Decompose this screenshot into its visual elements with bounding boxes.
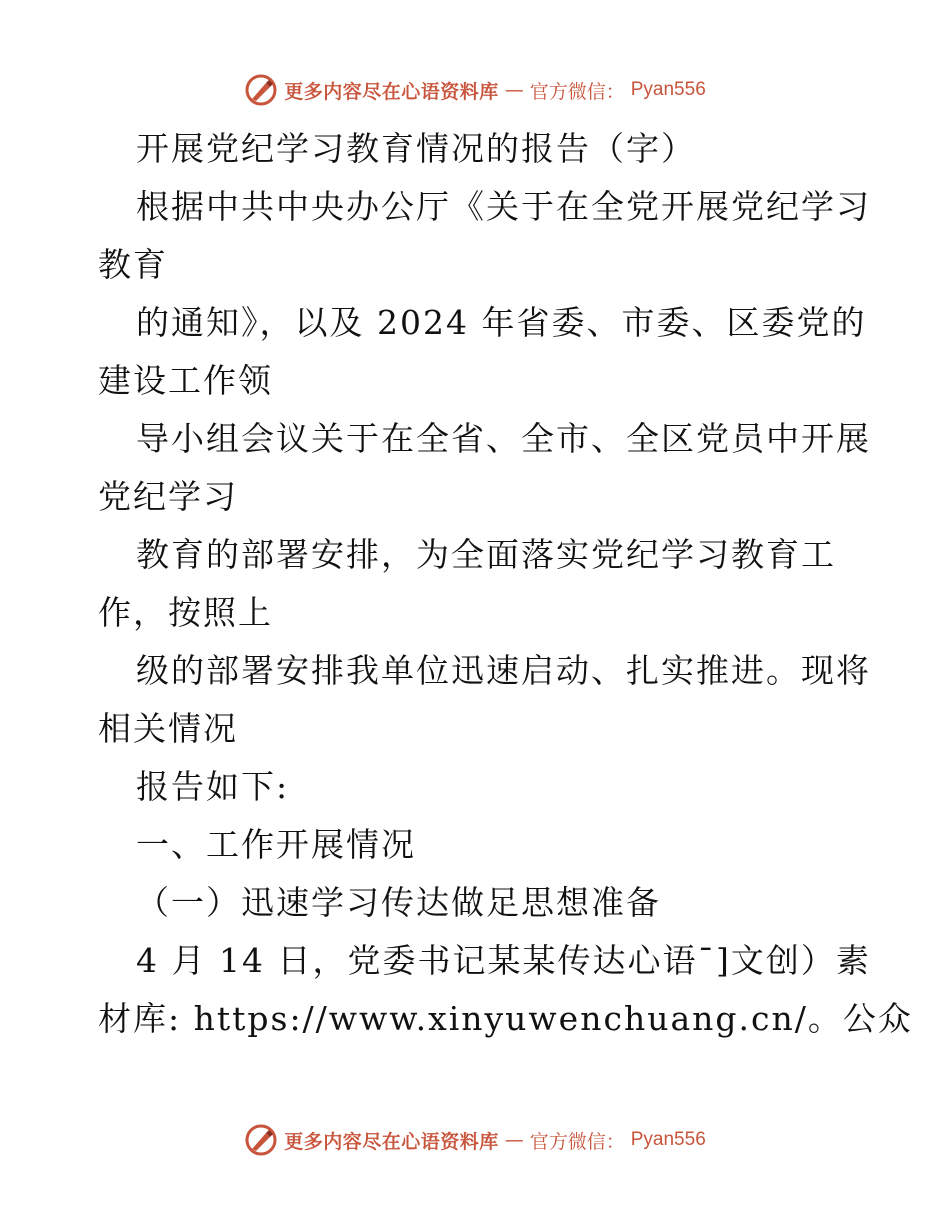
banner-separator: — (504, 1129, 524, 1151)
banner-wechat-id: Pyan556 (630, 1129, 706, 1150)
paragraph-line: 党纪学习 (98, 477, 238, 516)
paragraph-line: 相关情况 (98, 709, 238, 748)
footer-watermark-banner (0, 1120, 950, 1160)
paragraph-line: 级的部署安排我单位迅速启动、扎实推进。现将 (136, 651, 871, 690)
banner-site-text: 更多内容尽在心语资料库 (284, 80, 499, 103)
banner-wechat-id: Pyan556 (630, 79, 706, 100)
paragraph-line: 根据中共中央办公厅《关于在全党开展党纪学习 (136, 187, 871, 226)
banner-site-text: 更多内容尽在心语资料库 (284, 1130, 499, 1153)
pen-logo-icon (244, 1123, 278, 1157)
banner-wechat-label: 官方微信： (529, 80, 625, 103)
paragraph-line: 的通知》，以及 2024 年省委、市委、区委党的 (136, 303, 867, 342)
document-body (98, 120, 913, 1048)
paragraph-line: 4 月 14 日，党委书记某某传达心语¯]文创）素 (136, 941, 871, 980)
document-title: 开展党纪学习教育情况的报告（字） (136, 129, 696, 168)
paragraph-line: 报告如下: (136, 767, 290, 806)
section-heading: 一、工作开展情况 (136, 825, 416, 864)
banner-separator: — (504, 79, 524, 101)
banner-wechat-label: 官方微信： (529, 1130, 625, 1153)
paragraph-line: 材库: https://www.xinyuwenchuang.cn/。公众 (98, 999, 913, 1038)
paragraph-line: 作，按照上 (98, 593, 273, 632)
pen-logo-icon (244, 73, 278, 107)
paragraph-line: 导小组会议关于在全省、全市、全区党员中开展 (136, 419, 871, 458)
subsection-heading: （一）迅速学习传达做足思想准备 (136, 883, 661, 922)
paragraph-line: 建设工作领 (98, 361, 273, 400)
header-watermark-banner (0, 70, 950, 110)
paragraph-line: 教育 (98, 245, 168, 284)
paragraph-line: 教育的部署安排，为全面落实党纪学习教育工 (136, 535, 836, 574)
